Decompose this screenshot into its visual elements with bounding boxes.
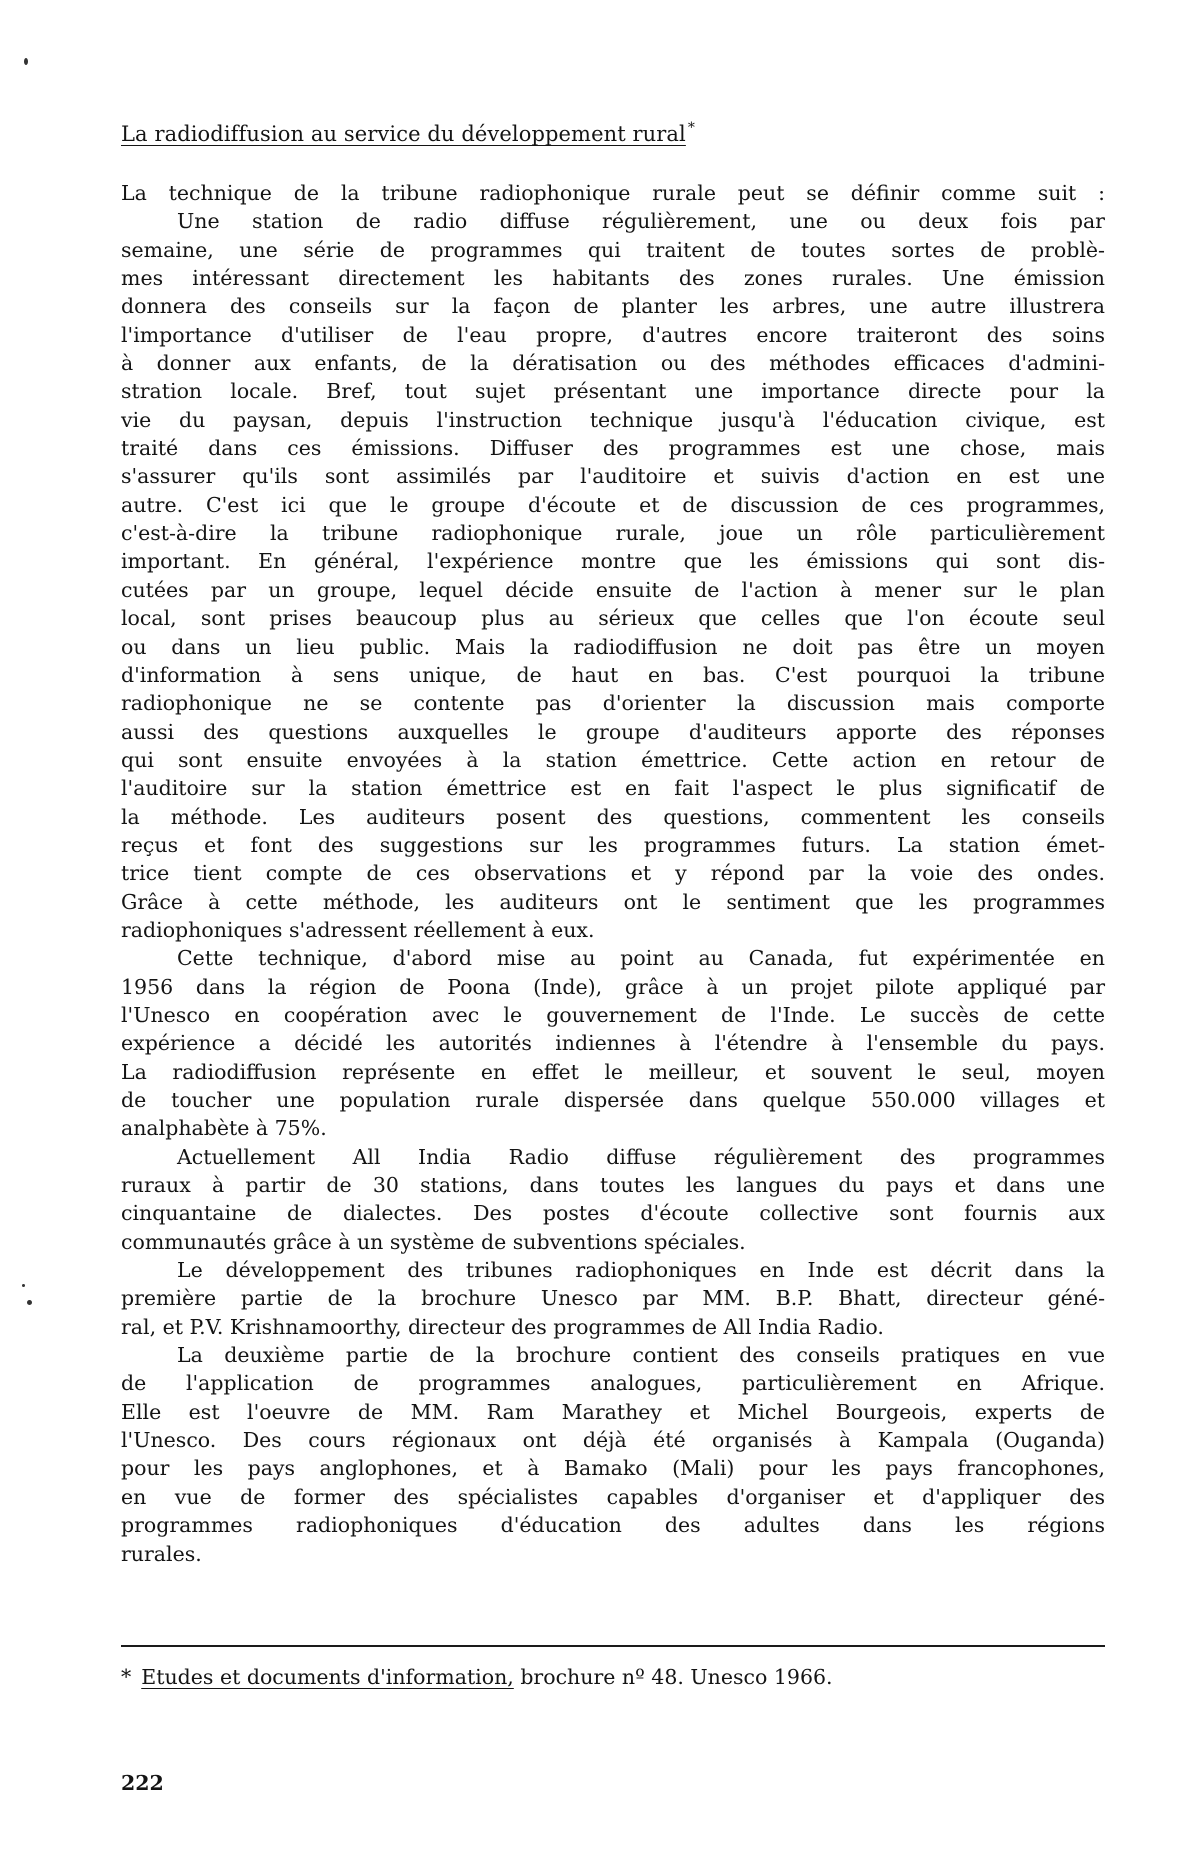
text-line: ruraux à partir de 30 stations, dans toutes les langues du pays et dans une: [121, 1173, 1105, 1198]
paragraph-4: [121, 1256, 1105, 1341]
text-line: première partie de la brochure Unesco par MM. B.P. Bhatt, directeur géné-: [121, 1286, 1105, 1311]
text-line: ral, et P.V. Krishnamoorthy, directeur des programmes de All India Radio.: [121, 1314, 884, 1339]
paragraph-1: [121, 179, 1105, 944]
text-line: La radiodiffusion représente en effet le meilleur, et souvent le seul, moyen: [121, 1059, 1105, 1084]
text-line: Elle est l'oeuvre de MM. Ram Marathey et Michel Bourgeois, experts de: [121, 1399, 1105, 1424]
text-line: trice tient compte de ces observations et y répond par la voie des ondes.: [121, 861, 1105, 886]
text-line: l'importance d'utiliser de l'eau propre, d'autres encore traiteront des soins: [121, 322, 1105, 347]
text-line: Une station de radio diffuse régulièrement, une ou deux fois par: [177, 209, 1105, 234]
text-line: analphabète à 75%.: [121, 1116, 327, 1141]
scan-speck: [24, 58, 28, 65]
text-line: pour les pays anglophones, et à Bamako (Mali) pour les pays francophones,: [121, 1456, 1105, 1481]
text-line: qui sont ensuite envoyées à la station émettrice. Cette action en retour de: [121, 747, 1105, 772]
text-line: Le développement des tribunes radiophoniques en Inde est décrit dans la: [177, 1258, 1105, 1283]
paragraph-2: [121, 944, 1105, 1142]
text-line: Actuellement All India Radio diffuse régulièrement des programmes: [177, 1144, 1105, 1169]
text-line: communautés grâce à un système de subventions spéciales.: [121, 1229, 746, 1254]
text-line: 1956 dans la région de Poona (Inde), grâce à un projet pilote appliqué par: [121, 974, 1105, 999]
text-line: c'est-à-dire la tribune radiophonique rurale, joue un rôle particulièrement: [121, 521, 1105, 546]
text-line: donnera des conseils sur la façon de planter les arbres, une autre illustrera: [121, 294, 1105, 319]
text-line: reçus et font des suggestions sur les programmes futurs. La station émet-: [121, 832, 1105, 857]
text-line: cutées par un groupe, lequel décide ensuite de l'action à mener sur le plan: [121, 577, 1105, 602]
text-line: de toucher une population rurale dispersée dans quelque 550.000 villages et: [121, 1088, 1105, 1112]
text-line: local, sont prises beaucoup plus au sérieux que celles que l'on écoute seul: [121, 606, 1105, 631]
footnote-publication-title: Etudes et documents d'information,: [141, 1665, 514, 1689]
footnote: [121, 1665, 833, 1689]
text-line: l'Unesco en coopération avec le gouvernement de l'Inde. Le succès de cette: [121, 1002, 1105, 1027]
text-line: expérience a décidé les autorités indiennes à l'étendre à l'ensemble du pays.: [121, 1031, 1105, 1056]
text-line: radiophonique ne se contente pas d'orienter la discussion mais comporte: [121, 691, 1105, 716]
text-line: l'auditoire sur la station émettrice est en fait l'aspect le plus significatif de: [121, 776, 1105, 801]
text-line: traité dans ces émissions. Diffuser des programmes est une chose, mais: [121, 436, 1105, 461]
footnote-details: brochure nº 48. Unesco 1966.: [513, 1665, 833, 1689]
text-line: vie du paysan, depuis l'instruction technique jusqu'à l'éducation civique, est: [121, 407, 1105, 432]
text-line: s'assurer qu'ils sont assimilés par l'auditoire et suivis d'action en est une: [121, 464, 1105, 489]
text-line: ou dans un lieu public. Mais la radiodiffusion ne doit pas être un moyen: [121, 634, 1105, 659]
text-line: aussi des questions auxquelles le groupe d'auditeurs apporte des réponses: [121, 719, 1105, 744]
text-line: Cette technique, d'abord mise au point au Canada, fut expérimentée en: [177, 946, 1105, 971]
text-line: rurales.: [121, 1541, 202, 1566]
paragraph-5: [121, 1341, 1105, 1568]
text-line: mes intéressant directement les habitants des zones rurales. Une émission: [121, 266, 1105, 291]
paragraph-3: [121, 1143, 1105, 1256]
text-line: semaine, une série de programmes qui traitent de toutes sortes de problè-: [121, 237, 1105, 262]
footnote-marker: *: [121, 1665, 132, 1689]
text-line: La deuxième partie de la brochure contient des conseils pratiques en vue: [177, 1343, 1105, 1368]
text-line: l'Unesco. Des cours régionaux ont déjà été organisés à Kampala (Ouganda): [121, 1428, 1105, 1453]
text-line: stration locale. Bref, tout sujet présentant une importance directe pour la: [121, 379, 1105, 404]
text-line: d'information à sens unique, de haut en bas. C'est pourquoi la tribune: [121, 662, 1105, 687]
article-body: [121, 179, 1105, 1568]
heading-footnote-marker: *: [687, 120, 695, 136]
text-line: à donner aux enfants, de la dératisation ou des méthodes efficaces d'admini-: [121, 351, 1105, 376]
text-line: La technique de la tribune radiophonique rurale peut se définir comme suit :: [121, 181, 1105, 205]
text-line: la méthode. Les auditeurs posent des questions, commentent les conseils: [121, 804, 1105, 829]
scan-speck: [27, 1300, 32, 1305]
text-line: cinquantaine de dialectes. Des postes d'écoute collective sont fournis aux: [121, 1201, 1105, 1226]
article-heading: [121, 120, 695, 146]
text-line: Grâce à cette méthode, les auditeurs ont le sentiment que les programmes: [121, 889, 1105, 914]
text-line: autre. C'est ici que le groupe d'écoute et de discussion de ces programmes,: [121, 492, 1105, 517]
text-line: radiophoniques s'adressent réellement à eux.: [121, 917, 595, 942]
text-line: de l'application de programmes analogues, particulièrement en Afrique.: [121, 1371, 1105, 1396]
text-line: en vue de former des spécialistes capables d'organiser et d'appliquer des: [121, 1484, 1105, 1509]
text-line: important. En général, l'expérience montre que les émissions qui sont dis-: [121, 549, 1105, 574]
heading-title: La radiodiffusion au service du développement rural: [121, 122, 686, 146]
scan-speck: [22, 1284, 25, 1287]
text-line: programmes radiophoniques d'éducation des adultes dans les régions: [121, 1513, 1105, 1538]
footnote-divider: [121, 1645, 1105, 1647]
page-number: 222: [121, 1771, 164, 1795]
